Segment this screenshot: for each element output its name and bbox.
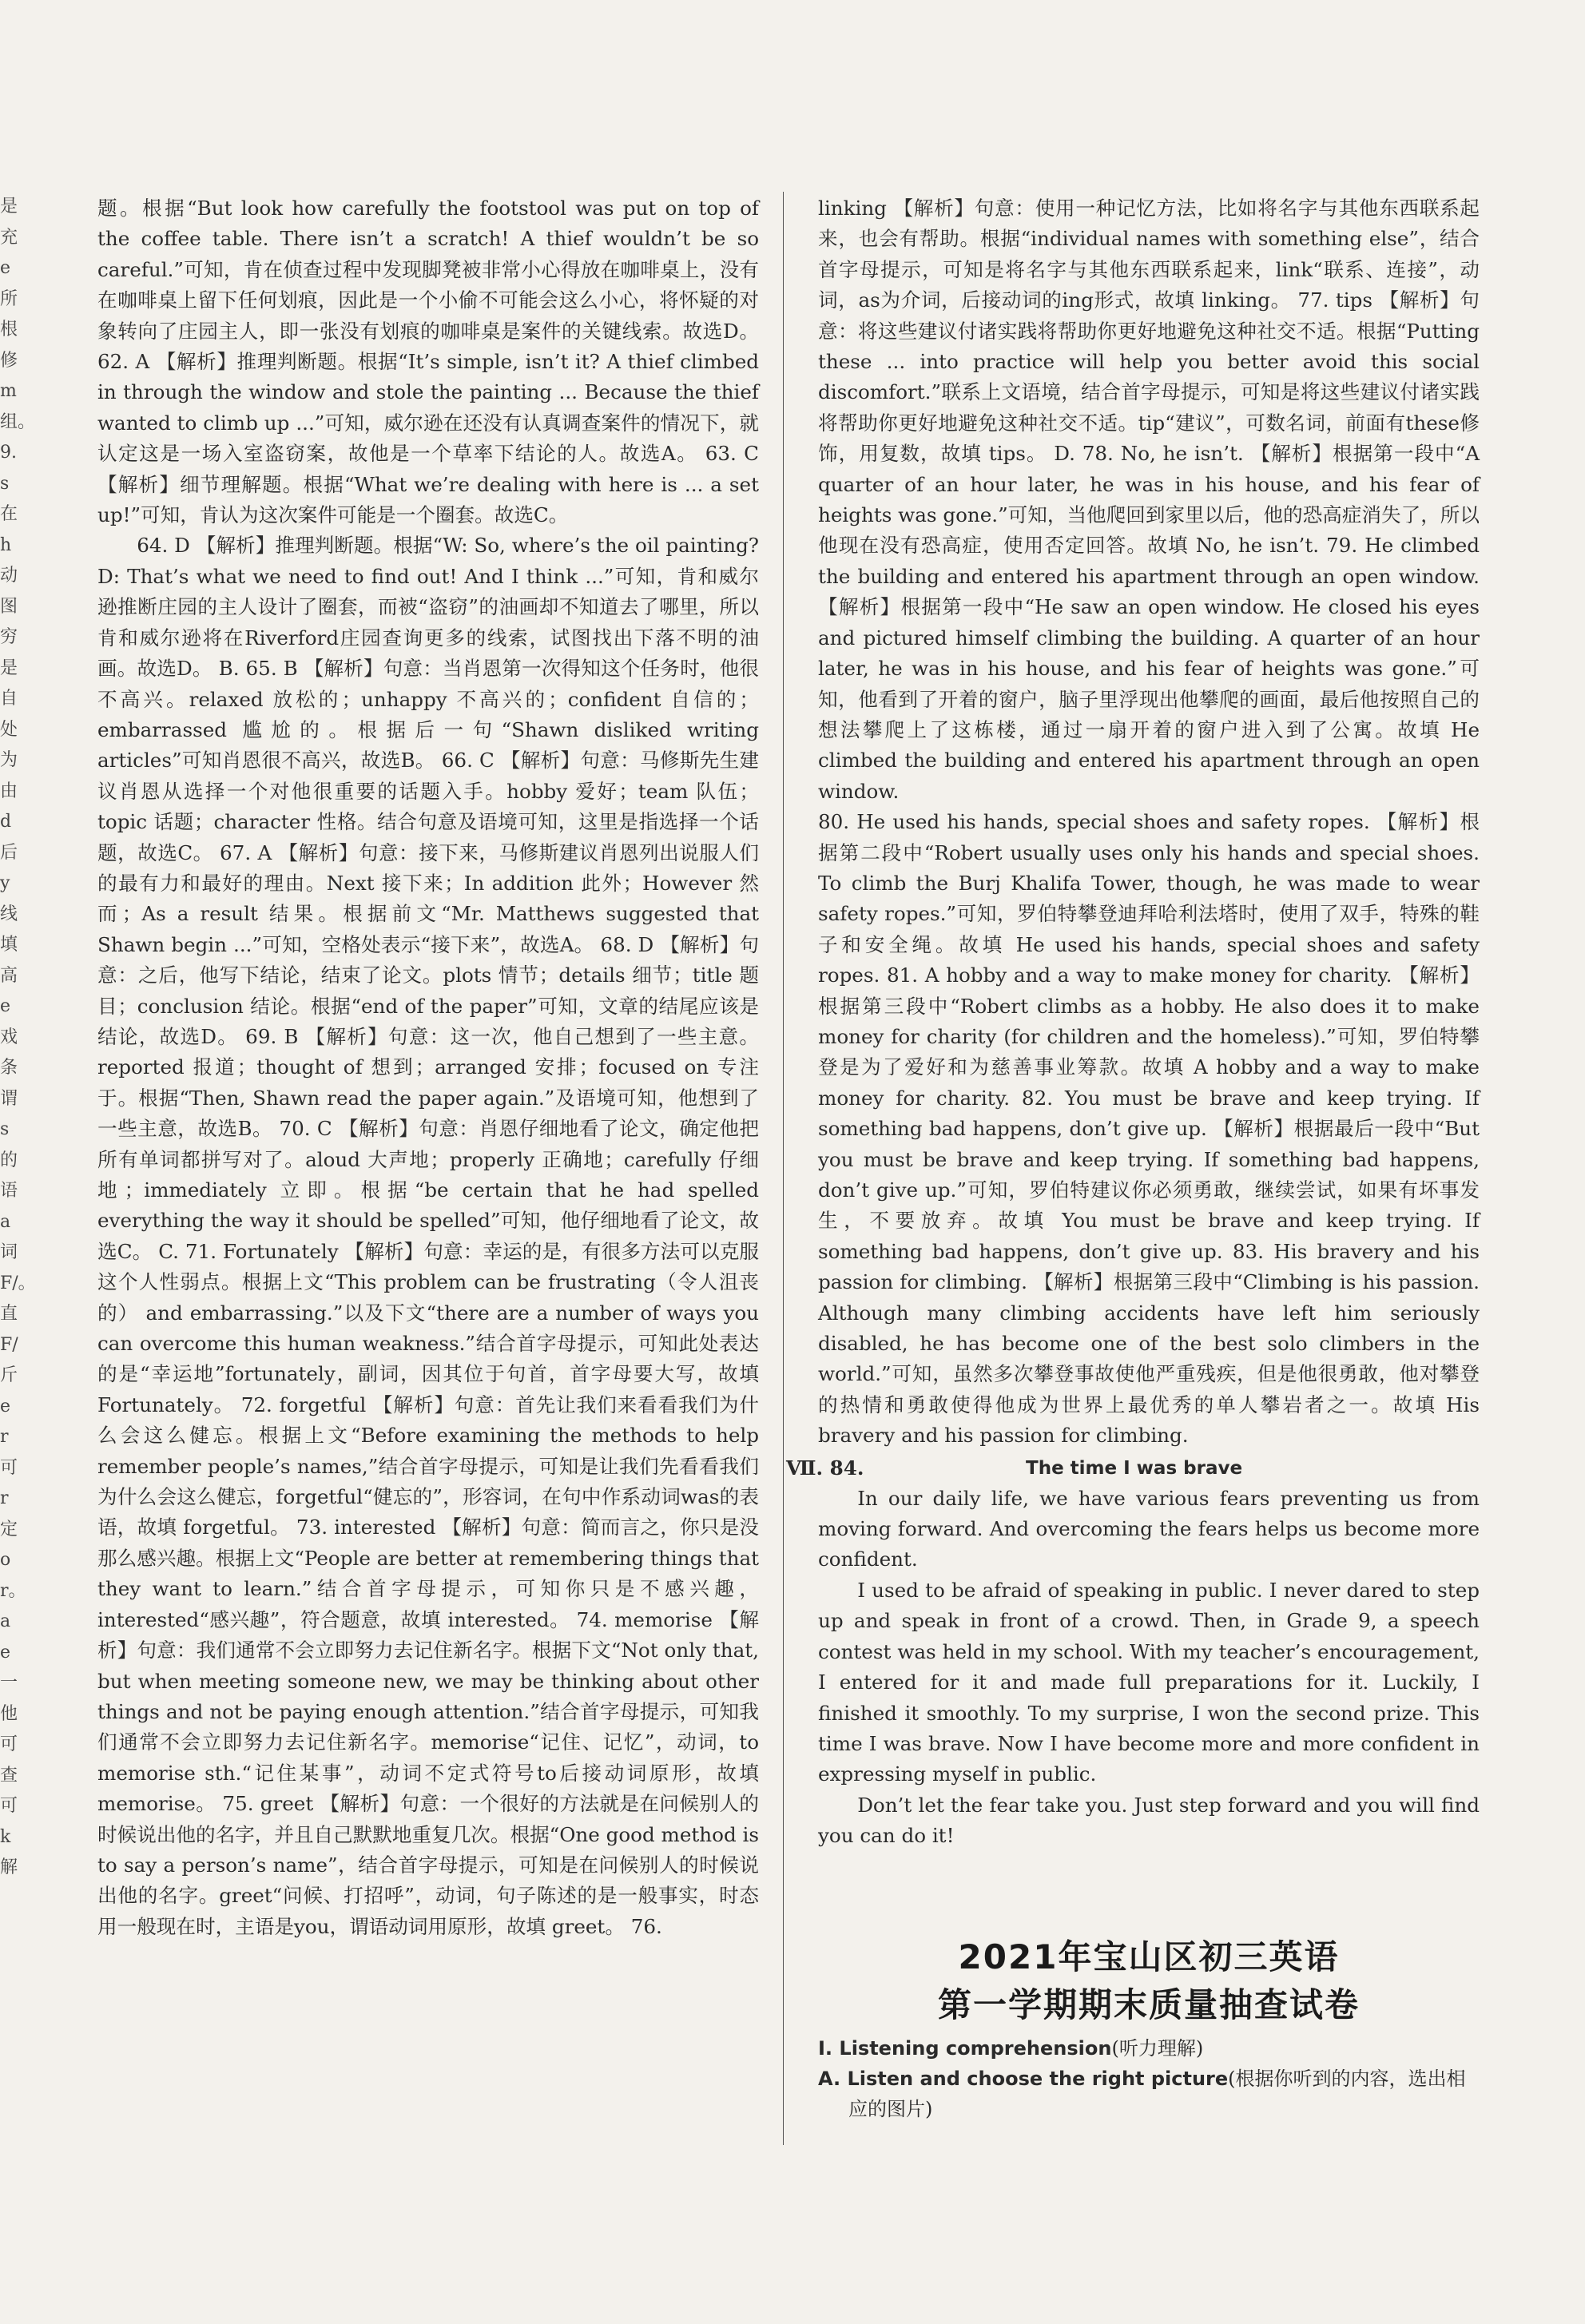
listening-section-title-cn: (听力理解) bbox=[1111, 2037, 1204, 2060]
essay-paragraph-3: Don’t let the fear take you. Just step forward and you will find you can do it! bbox=[818, 1793, 1480, 1848]
listening-section-heading bbox=[818, 2033, 1489, 2064]
edge-strip-adjacent-page: 是充e所根修m组。9.s在h动图穷是自处为由d后y线填高e戏条谓s的语a词F/。直F/斤er可r定or。ae一他可查可k解 bbox=[0, 197, 36, 1877]
essay-header bbox=[786, 1453, 1480, 1484]
right-paragraph-1: linking 【解析】句意：使用一种记忆方法，比如将名字与其他东西联系起来，也会有帮助。根据“individual names with something else”，结合首字母提示，可知是将名字与其他东西联系起来，link“联系、连接”，动词，as为介词，后接动词的ing形式，故填 linking。 77. tips 【解析】句意：将这些建议付诸实践将帮助你更好地避免这种社交不适。根据“Putting these ... into practice will help you better avoid this social discomfort.”联系上文语境，结合首字母提示，可知是将这些建议付诸实践将帮助你更好地避免这种社交不适。tip“建议”，可数名词，前面有these修饰，用复数，故填 tips。 D. 78. No, he isn’t. 【解析】根据第一段中“A quarter of an hour later, he was in his house, and his fear of heights was gone.”可知，当他爬回到家里以后，他的恐高症消失了，所以他现在没有恐高症，使用否定回答。故填 No, he isn’t. 79. He climbed the building and entered his apartment through an open window. 【解析】根据第一段中“He saw an open window. He closed his eyes and pictured himself climbing the building. A quarter of an hour later, he was in his house, and his fear of heights was gone.”可知，他看到了开着的窗户，脑子里浮现出他攀爬的画面，最后他按照自己的想法攀爬上了这栋楼，通过一扇开着的窗户进入到了公寓。故填 He climbed the building and entered his apartment through an open window. bbox=[818, 197, 1480, 803]
column-divider bbox=[783, 192, 784, 2145]
left-paragraph-2: 64. D 【解析】推理判断题。根据“W: So, where’s the oil painting? D: That’s what we need to find out! And I think ...”可知，肯和威尔逊推断庄园的主人设计了圈套，而被“盗窃”的油画却不知道去了哪里，所以肯和威尔逊将在Riverford庄园查询更多的线索，试图找出下落不明的油画。故选D。 B. 65. B 【解析】句意：当肖恩第一次得知这个任务时，他很不高兴。relaxed 放松的；unhappy 不高兴的；confident 自信的；embarrassed 尴尬的。根据后一句“Shawn disliked writing articles”可知肖恩很不高兴，故选B。 66. C 【解析】句意：马修斯先生建议肖恩从选择一个对他很重要的话题入手。hobby 爱好；team 队伍；topic 话题；character 性格。结合句意及语境可知，这里是指选择一个话题，故选C。 67. A 【解析】句意：接下来，马修斯建议肖恩列出说服人们的最有力和最好的理由。Next 接下来；In addition 此外；However 然而；As a result 结果。根据前文“Mr. Matthews suggested that Shawn begin ...”可知，空格处表示“接下来”，故选A。 68. D 【解析】句意：之后，他写下结论，结束了论文。plots 情节；details 细节；title 题目；conclusion 结论。根据“end of the paper”可知，文章的结尾应该是结论，故选D。 69. B 【解析】句意：这一次，他自己想到了一些主意。reported 报道；thought of 想到；arranged 安排；focused on 专注于。根据“Then, Shawn read the paper again.”及语境可知，他想到了一些主意，故选B。 70. C 【解析】句意：肖恩仔细地看了论文，确定他把所有单词都拼写对了。aloud 大声地；properly 正确地；carefully 仔细地；immediately 立即。根据“be certain that he had spelled everything the way it should be spelled”可知，他仔细地看了论文，故选C。 C. 71. Fortunately 【解析】句意：幸运的是，有很多方法可以克服这个人性弱点。根据上文“This problem can be frustrating（令人沮丧的） and embarrassing.”以及下文“there are a number of ways you can overcome this human weakness.”结合首字母提示，可知此处表达的是“幸运地”fortunately，副词，因其位于句首，首字母要大写，故填 Fortunately。 72. forgetful 【解析】句意：首先让我们来看看我们为什么会这么健忘。根据上文“Before examining the methods to help remember people’s names,”结合首字母提示，可知是让我们先看看我们为什么会这么健忘，forgetful“健忘的”，形容词，在句中作系动词was的表语，故填 forgetful。 73. interested 【解析】句意：简而言之，你只是没那么感兴趣。根据上文“People are better at remembering things that they want to learn.”结合首字母提示，可知你只是不感兴趣，interested“感兴趣”，符合题意，故填 interested。 74. memorise 【解析】句意：我们通常不会立即努力去记住新名字。根据下文“Not only that, but when meeting someone new, we may be thinking about other things and not be paying enough attention.”结合首字母提示，可知我们通常不会立即努力去记住新名字。memorise“记住、记忆”，动词，to memorise sth.“记住某事”，动词不定式符号to后接动词原形，故填 memorise。 75. greet 【解析】句意：一个很好的方法就是在问候别人的时候说出他的名字，并且自己默默地重复几次。根据“One good method is to say a person’s name”，结合首字母提示，可知是在问候别人的时候说出他的名字。greet“问候、打招呼”，动词，句子陈述的是一般事实，时态用一般现在时，主语是you，谓语动词用原形，故填 greet。 76. bbox=[97, 534, 759, 1938]
listening-part-a-cn-1: (根据你听到的内容，选出相 bbox=[1228, 2068, 1466, 2090]
exam-title-line-1: 2021年宝山区初三英语 bbox=[958, 1937, 1340, 1976]
essay-paragraph-1: In our daily life, we have various fears preventing us from moving forward. And overcoming the fears helps us become more confident. bbox=[818, 1486, 1480, 1571]
answer-key-left-column bbox=[97, 193, 759, 2135]
exam-title bbox=[818, 1933, 1480, 2029]
right-paragraph-2: 80. He used his hands, special shoes and safety ropes. 【解析】根据第二段中“Robert usually uses only his hands and special shoes. To climb the Burj Khalifa Tower, though, he was made to wear safety ropes.”可知，罗伯特攀登迪拜哈利法塔时，使用了双手，特殊的鞋子和安全绳。故填 He used his hands, special shoes and safety ropes. 81. A hobby and a way to make money for charity. 【解析】根据第三段中“Robert climbs as a hobby. He also does it to make money for charity (for children and the homeless).”可知，罗伯特攀登是为了爱好和为慈善事业筹款。故填 A hobby and a way to make money for charity. 82. You must be brave and keep trying. If something bad happens, don’t give up. 【解析】根据最后一段中“But you must be brave and keep trying. If something bad happens, don’t give up.”可知，罗伯特建议你必须勇敢，继续尝试，如果有坏事发生，不要放弃。故填 You must be brave and keep trying. If something bad happens, don’t give up. 83. His bravery and his passion for climbing. 【解析】根据第三段中“Climbing is his passion. Although many climbing accidents have left him seriously disabled, he has become one of the best solo climbers in the world.”可知，虽然多次攀登事故使他严重残疾，但是他很勇敢，他对攀登的热情和勇敢使得他成为世界上最优秀的单人攀岩者之一。故填 His bravery and his passion for climbing. bbox=[818, 810, 1480, 1448]
left-paragraph-1: 题。根据“But look how carefully the footstool was put on top of the coffee table. There isn’t a scratch! A thief wouldn’t be so careful.”可知，肯在侦查过程中发现脚凳被非常小心得放在咖啡桌上，没有在咖啡桌上留下任何划痕，因此是一个小偷不可能会这么小心，将怀疑的对象转向了庄园主人，即一张没有划痕的咖啡桌是案件的关键线索。故选D。 62. A 【解析】推理判断题。根据“It’s simple, isn’t it? A thief climbed in through the window and stole the painting ... Because the thief wanted to climb up ...”可知，威尔逊在还没有认真调查案件的情况下，就认定这是一场入室盗窃案，故他是一个草率下结论的人。故选A。 63. C 【解析】细节理解题。根据“What we’re dealing with here is ... a set up!”可知，肯认为这次案件可能是一个圈套。故选C。 bbox=[97, 197, 759, 527]
essay-title: The time I was brave bbox=[1026, 1457, 1243, 1479]
listening-section bbox=[818, 2033, 1489, 2124]
essay-section-mark: Ⅶ. 84. bbox=[786, 1456, 864, 1480]
exam-title-line-2: 第一学期期末质量抽查试卷 bbox=[937, 1985, 1360, 2024]
listening-part-a-cn-2: 应的图片) bbox=[848, 2098, 933, 2120]
essay-body bbox=[818, 1484, 1480, 1852]
listening-part-a bbox=[818, 2064, 1489, 2094]
essay-paragraph-2: I used to be afraid of speaking in public. I never dared to step up and speak in front of a crowd. Then, in Grade 9, a speech contest was held in my school. With my teacher’s encouragement, I entered for it and made full preparations for it. Luckily, I finished it smoothly. To my surprise, I won the second prize. This time I was brave. Now I have become more and more confident in expressing myself in public. bbox=[818, 1578, 1480, 1786]
listening-section-title: Ⅰ. Listening comprehension bbox=[818, 2037, 1112, 2060]
listening-part-a-title: A. Listen and choose the right picture bbox=[818, 2068, 1229, 2090]
answer-key-right-column bbox=[786, 193, 1480, 1848]
